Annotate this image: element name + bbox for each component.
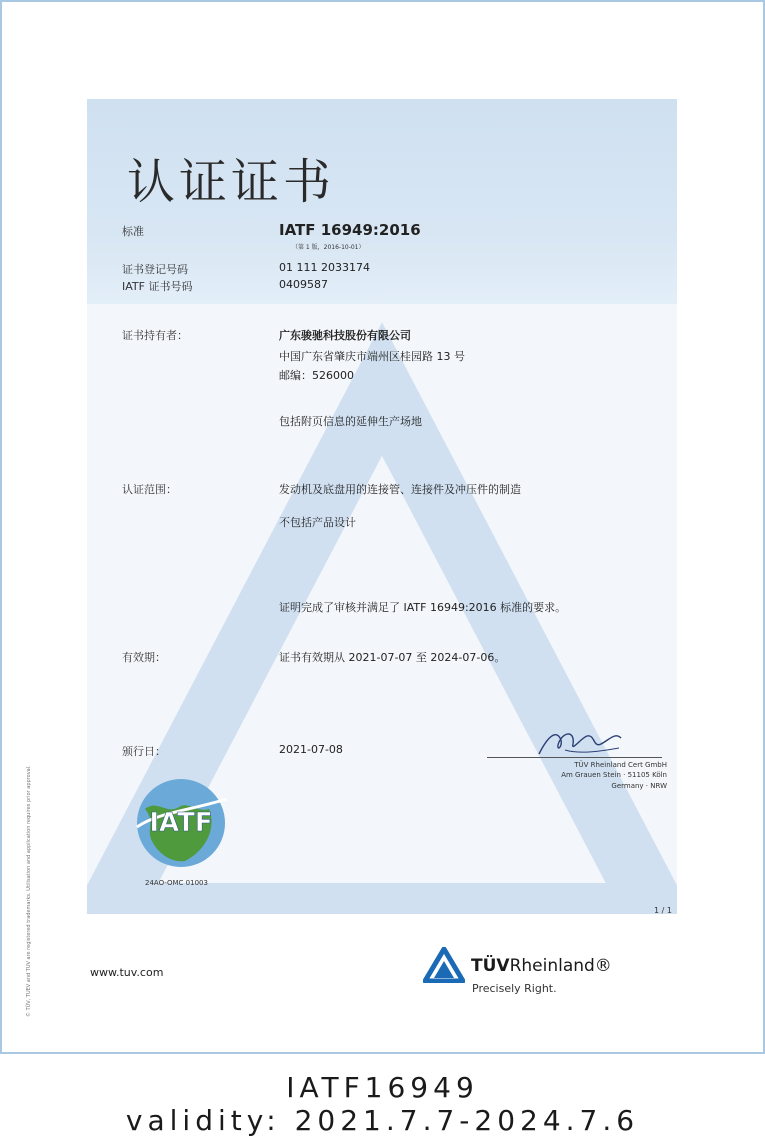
issuer-name: TÜV Rheinland Cert GmbH xyxy=(574,761,667,769)
holder-postcode: 邮编：526000 xyxy=(279,369,354,382)
registration-value: 01 111 2033174 xyxy=(279,261,370,274)
signature-line xyxy=(487,757,662,758)
tuv-brand-name xyxy=(471,956,612,976)
scope-note: 不包括产品设计 xyxy=(279,516,356,529)
standard-edition: （第 1 版，2016-10-01） xyxy=(292,244,365,251)
page-number: 1 / 1 xyxy=(654,906,672,915)
tuv-brand-light: Rheinland® xyxy=(509,956,612,976)
scope-label: 认证范围： xyxy=(122,483,177,496)
tuv-brand-bold: TÜV xyxy=(471,956,510,976)
tuv-tagline: Precisely Right. xyxy=(472,982,557,995)
certificate-title: 认证证书 xyxy=(127,154,336,210)
issuer-address: Am Grauen Stein · 51105 Köln xyxy=(561,771,667,779)
iatf-number-value: 0409587 xyxy=(279,278,328,291)
caption-validity: validity: 2021.7.7-2024.7.6 xyxy=(125,1104,640,1137)
iatf-globe-logo-icon xyxy=(127,769,239,871)
holder-name: 广东骏驰科技股份有限公司 xyxy=(279,329,411,342)
issue-date-label: 颁行日： xyxy=(122,745,166,758)
trademark-note: © TÜV, TUEV and TUV are registered trademarks. Utilisation and application requires prior approval. xyxy=(26,765,32,1017)
website-link[interactable]: www.tuv.com xyxy=(90,966,164,979)
issuer-country: Germany · NRW xyxy=(611,782,667,790)
standard-label: 标准 xyxy=(122,225,144,238)
issue-date-value: 2021-07-08 xyxy=(279,743,343,756)
iatf-number-label: IATF 证书号码 xyxy=(122,280,193,293)
iatf-logo-lettering: IATF xyxy=(149,808,213,838)
standard-value: IATF 16949:2016 xyxy=(279,221,421,239)
signature-icon xyxy=(535,724,625,760)
caption-standard: IATF16949 xyxy=(286,1071,479,1104)
holder-note: 包括附页信息的延伸生产场地 xyxy=(279,415,422,428)
scope-value: 发动机及底盘用的连接管、连接件及冲压件的制造 xyxy=(279,483,521,496)
certificate-document xyxy=(87,99,677,914)
validity-label: 有效期： xyxy=(122,651,166,664)
registration-label: 证书登记号码 xyxy=(122,263,188,276)
iatf-code: 24AO-OMC 01003 xyxy=(145,879,208,887)
tuv-triangle-logo-icon xyxy=(423,947,465,983)
holder-address: 中国广东省肇庆市端州区桂园路 13 号 xyxy=(279,350,465,363)
validity-value: 证书有效期从 2021-07-07 至 2024-07-06。 xyxy=(279,651,506,664)
compliance-statement: 证明完成了审核并满足了 IATF 16949:2016 标准的要求。 xyxy=(279,601,567,614)
holder-label: 证书持有者： xyxy=(122,329,188,342)
